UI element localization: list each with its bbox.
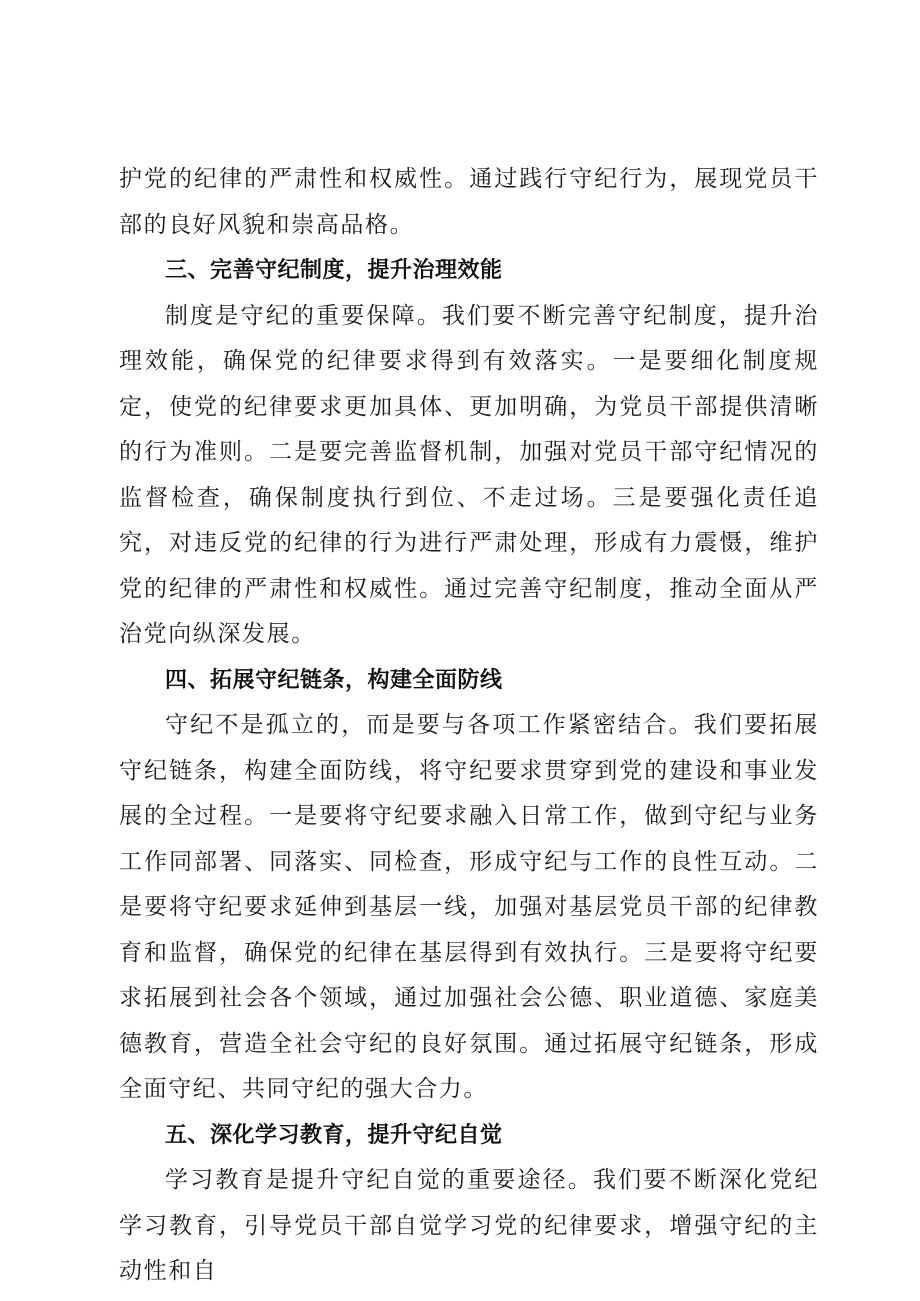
paragraph-section-5: 学习教育是提升守纪自觉的重要途径。我们要不断深化党纪学习教育，引导党员干部自觉学习党的纪律要求，增强守纪的主动性和自 [119, 1167, 819, 1284]
section-heading-4: 四、拓展守纪链条，构建全面防线 [165, 667, 503, 693]
paragraph-continuation: 护党的纪律的严肃性和权威性。通过践行守纪行为，展现党员干部的良好风貌和崇高品格。 [119, 166, 819, 238]
section-heading-5: 五、深化学习教育，提升守纪自觉 [165, 1122, 503, 1148]
section-heading-3: 三、完善守纪制度，提升治理效能 [165, 258, 503, 283]
document-body [119, 157, 819, 1295]
paragraph-section-3: 制度是守纪的重要保障。我们要不断完善守纪制度，提升治理效能，确保党的纪律要求得到有效落实。一是要细化制度规定，使党的纪律要求更加具体、更加明确，为党员干部提供清晰的行为准则。二是要完善监督机制，加强对党员干部守纪情况的监督检查，确保制度执行到位、不走过场。三是要强化责任追究，对违反党的纪律的行为进行严肃处理，形成有力震慑，维护党的纪律的严肃性和权威性。通过完善守纪制度，推动全面从严治党向纵深发展。 [119, 302, 819, 647]
paragraph-section-4: 守纪不是孤立的，而是要与各项工作紧密结合。我们要拓展守纪链条，构建全面防线，将守纪要求贯穿到党的建设和事业发展的全过程。一是要将守纪要求融入日常工作，做到守纪与业务工作同部署、同落实、同检查，形成守纪与工作的良性互动。二是要将守纪要求延伸到基层一线，加强对基层党员干部的纪律教育和监督，确保党的纪律在基层得到有效执行。三是要将守纪要求拓展到社会各个领域，通过加强社会公德、职业道德、家庭美德教育，营造全社会守纪的良好氛围。通过拓展守纪链条，形成全面守纪、共同守纪的强大合力。 [119, 712, 819, 1102]
